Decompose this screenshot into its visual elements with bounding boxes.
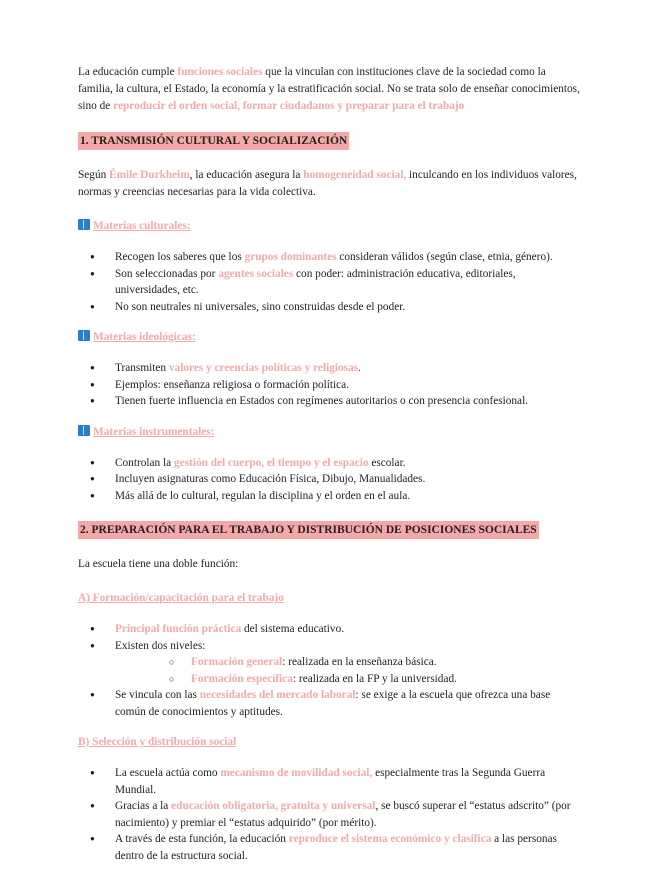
text: con poder: administración educativa, editoriales, universidades, etc. — [115, 267, 516, 296]
durkheim-paragraph — [78, 167, 580, 201]
list-ideological — [78, 360, 580, 410]
text: Más allá de lo cultural, regulan la disciplina y el orden en el aula. — [115, 489, 411, 502]
subheading-cultural — [78, 218, 580, 235]
highlight: Formación general — [191, 656, 283, 668]
list-item — [78, 455, 580, 472]
highlight: reproduce el sistema económico y clasifica — [288, 833, 492, 845]
subheading-instrumental — [78, 424, 580, 441]
text: especialmente tras la Segunda Guerra Mundial. — [115, 767, 546, 796]
highlight: reproducir el orden social, formar ciudadanos y preparar para el trabajo — [113, 100, 465, 112]
text: Incluyen asignaturas como Educación Física, Dibujo, Manualidades. — [115, 473, 426, 485]
list-item — [78, 471, 580, 488]
book-icon — [78, 219, 90, 230]
text: escolar. — [368, 456, 406, 469]
section-heading-2: 2. PREPARACIÓN PARA EL TRABAJO Y DISTRIBUCIÓN DE POSICIONES SOCIALES — [78, 521, 539, 539]
list-item — [78, 249, 580, 266]
sublist-item — [115, 671, 580, 688]
text: : realizada en la FP y la universidad. — [292, 672, 457, 685]
text: La educación cumple — [78, 66, 178, 78]
list-item — [78, 638, 580, 688]
text: , la educación asegura la — [189, 169, 304, 181]
highlight: educación obligatoria, gratuita y universal — [171, 800, 376, 812]
highlight: Formación específica — [191, 672, 293, 685]
text: Ejemplos: enseñanza religiosa o formación política. — [115, 378, 350, 391]
highlight: agentes sociales — [218, 267, 294, 280]
text: del sistema educativo. — [241, 623, 345, 635]
list-item — [78, 266, 580, 299]
highlight: grupos dominantes — [244, 251, 337, 263]
text: Transmiten — [115, 362, 169, 374]
text: consideran válidos (según clase, etnia, género). — [336, 251, 553, 263]
text: Se vincula con las — [115, 689, 200, 701]
highlight: valores y creencias políticas y religiosas — [168, 362, 359, 374]
book-icon — [78, 330, 90, 341]
list-item — [78, 798, 580, 831]
text: Controlan la — [115, 456, 174, 469]
list-item — [78, 621, 580, 638]
text: a las personas dentro de la estructura social. — [115, 833, 557, 862]
section-heading-1: 1. TRANSMISIÓN CULTURAL Y SOCIALIZACIÓN — [78, 132, 349, 150]
list-item — [78, 488, 580, 505]
list-b — [78, 765, 580, 864]
text: Recogen los saberes que los — [115, 251, 245, 263]
list-item — [78, 393, 580, 410]
text: . — [358, 362, 361, 374]
book-icon — [78, 425, 90, 436]
text: La escuela actúa como — [115, 767, 221, 779]
text: : se exige a la escuela que ofrezca una base común de conocimientos y aptitudes. — [115, 689, 551, 718]
text: que la vinculan con instituciones clave de la sociedad como la familia, la cultura, el Estado, la economía y la estratificación social. No se trata solo de enseñar conocimientos, sino de — [78, 66, 580, 112]
highlight: Principal función práctica — [115, 623, 242, 635]
text: Existen dos niveles: — [115, 639, 206, 652]
text: Tienen fuerte influencia en Estados con regímenes autoritarios o con presencia confesional. — [115, 395, 529, 407]
list-item — [78, 687, 580, 720]
list-item — [78, 377, 580, 394]
list-item — [78, 765, 580, 798]
list-instrumental — [78, 455, 580, 505]
double-function-paragraph: La escuela tiene una doble función: — [78, 558, 239, 570]
text: Son seleccionadas por — [115, 267, 219, 280]
subheading-label: Materias culturales: — [93, 220, 191, 232]
highlight: mecanismo de movilidad social, — [220, 767, 373, 779]
text: : realizada en la enseñanza básica. — [282, 656, 437, 668]
subheading-label: Materias ideológicas: — [93, 331, 196, 343]
text: A través de esta función, la educación — [115, 833, 289, 845]
highlight: funciones sociales — [177, 66, 263, 78]
list-item — [78, 360, 580, 377]
text: Según — [78, 169, 110, 181]
list-a — [78, 621, 580, 720]
intro-paragraph — [78, 64, 580, 115]
list-cultural — [78, 249, 580, 315]
highlight: Émile Durkheim — [109, 169, 190, 181]
subheading-label: Materias instrumentales: — [93, 425, 215, 438]
document-page — [78, 64, 580, 878]
text: inculcando en los individuos valores, normas y creencias necesarias para la vida colectiva. — [78, 169, 577, 198]
subheading-ideological — [78, 329, 580, 346]
text: , se buscó superar el “estatus adscrito” (por nacimiento) y premiar el “estatus adquirido” (por mérito). — [115, 800, 571, 829]
subheading-b: B) Selección y distribución social — [78, 736, 237, 748]
highlight: homogeneidad social, — [303, 169, 407, 181]
text: Gracias a la — [115, 800, 172, 812]
text: No son neutrales ni universales, sino construidas desde el poder. — [115, 300, 406, 313]
subheading-a: A) Formación/capacitación para el trabajo — [78, 592, 284, 604]
highlight: necesidades del mercado laboral — [199, 689, 356, 701]
sublist-levels — [115, 654, 580, 687]
list-item — [78, 299, 580, 316]
sublist-item — [115, 654, 580, 671]
highlight: gestión del cuerpo, el tiempo y el espacio — [173, 456, 369, 469]
